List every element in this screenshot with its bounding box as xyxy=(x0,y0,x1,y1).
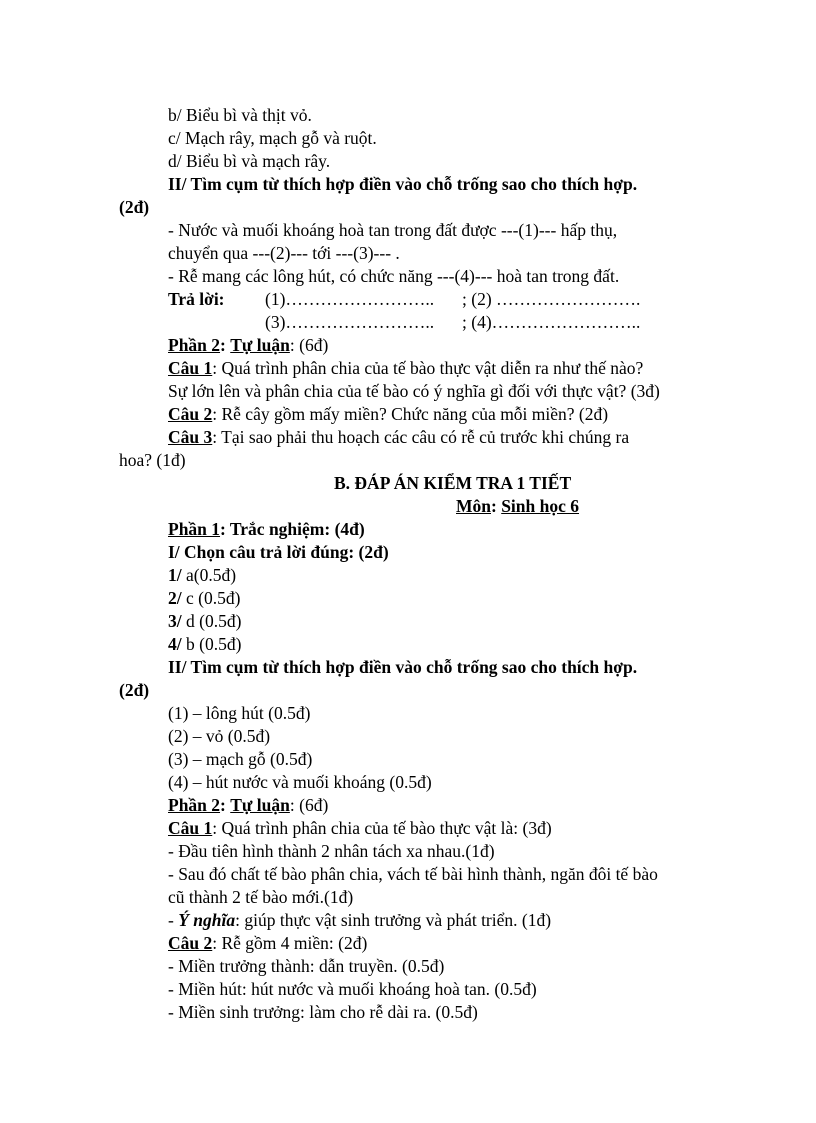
section2-heading: II/ Tìm cụm từ thích hợp điền vào chỗ trống sao cho thích hợp. xyxy=(168,174,638,194)
meaning-label: Ý nghĩa xyxy=(178,910,236,930)
answer-label: Trả lời: xyxy=(168,289,225,309)
answer-1: Câu 1: Quá trình phân chia của tế bào thực vật là: (3đ) xyxy=(168,818,552,838)
mc-answer: 2/ c (0.5đ) xyxy=(168,588,241,608)
answer-2-line: - Miền trưởng thành: dẫn truyền. (0.5đ) xyxy=(168,956,445,976)
mc-answer: 4/ b (0.5đ) xyxy=(168,634,242,654)
answer-key-title: B. ĐÁP ÁN KIỂM TRA 1 TIẾT xyxy=(334,473,572,493)
answer-1-line: cũ thành 2 tế bào mới.(1đ) xyxy=(168,887,354,907)
blank-4: ; (4)…………………….. xyxy=(462,312,641,332)
question-1: Câu 1: Quá trình phân chia của tế bào thực vật diễn ra như thế nào? xyxy=(168,358,644,378)
answer-2: Câu 2: Rễ gồm 4 miền: (2đ) xyxy=(168,933,368,953)
question-1-cont: Sự lớn lên và phân chia của tế bào có ý nghĩa gì đối với thực vật? (3đ) xyxy=(168,381,660,401)
fill-answer: (4) – hút nước và muối khoáng (0.5đ) xyxy=(168,772,432,792)
answer-sec2-heading: II/ Tìm cụm từ thích hợp điền vào chỗ trống sao cho thích hợp. xyxy=(168,657,638,677)
option-d: d/ Biểu bì và mạch rây. xyxy=(168,151,331,171)
question-2: Câu 2: Rễ cây gồm mấy miền? Chức năng của mỗi miền? (2đ) xyxy=(168,404,609,424)
blank-1: (1)…………………….. xyxy=(265,289,435,309)
part2-subtitle: Tự luận xyxy=(230,335,290,355)
a1-label: Câu 1 xyxy=(168,818,213,838)
subject-value: Sinh học 6 xyxy=(501,496,580,516)
q3-label: Câu 3 xyxy=(168,427,213,447)
fill-line-2: chuyển qua ---(2)--- tới ---(3)--- . xyxy=(168,243,400,263)
fill-answer: (1) – lông hút (0.5đ) xyxy=(168,703,311,723)
a2-label: Câu 2 xyxy=(168,933,213,953)
section2-points: (2đ) xyxy=(119,197,150,217)
answer-sec1-heading: I/ Chọn câu trả lời đúng: (2đ) xyxy=(168,542,389,562)
blank-3: (3)…………………….. xyxy=(265,312,435,332)
mc-answer: 1/ a(0.5đ) xyxy=(168,565,237,585)
answer-part2-heading: Phần 2: Tự luận: (6đ) xyxy=(168,795,329,815)
answer-sec2-points: (2đ) xyxy=(119,680,150,700)
part2-title: Phần 2 xyxy=(168,335,221,355)
answer-row-2 xyxy=(265,311,640,333)
fill-answer: (3) – mạch gỗ (0.5đ) xyxy=(168,749,313,769)
q1-label: Câu 1 xyxy=(168,358,213,378)
answer-2-line: - Miền sinh trưởng: làm cho rễ dài ra. (0.5đ) xyxy=(168,1002,478,1022)
subject-line: Môn: Sinh học 6 xyxy=(456,496,580,516)
blank-2: ; (2) ……………………. xyxy=(462,289,641,309)
option-c: c/ Mạch rây, mạch gỗ và ruột. xyxy=(168,128,377,148)
part2-heading: Phần 2: Tự luận: (6đ) xyxy=(168,335,329,355)
answer-1-meaning: - Ý nghĩa: giúp thực vật sinh trưởng và phát triển. (1đ) xyxy=(168,910,552,930)
q2-label: Câu 2 xyxy=(168,404,213,424)
answer-part1-heading: Phần 1: Trắc nghiệm: (4đ) xyxy=(168,519,365,539)
fill-answer: (2) – vỏ (0.5đ) xyxy=(168,726,271,746)
question-3-cont: hoa? (1đ) xyxy=(119,450,186,470)
answer-1-line: - Đầu tiên hình thành 2 nhân tách xa nhau.(1đ) xyxy=(168,841,495,861)
answer-2-line: - Miền hút: hút nước và muối khoáng hoà tan. (0.5đ) xyxy=(168,979,537,999)
option-b: b/ Biểu bì và thịt vỏ. xyxy=(168,105,312,125)
answer-row-1 xyxy=(168,288,640,310)
fill-line-1: - Nước và muối khoáng hoà tan trong đất được ---(1)--- hấp thụ, xyxy=(168,220,618,240)
question-3: Câu 3: Tại sao phải thu hoạch các câu có rễ củ trước khi chúng ra xyxy=(168,427,630,447)
fill-line-3: - Rễ mang các lông hút, có chức năng ---(4)--- hoà tan trong đất. xyxy=(168,266,620,286)
mc-answer: 3/ d (0.5đ) xyxy=(168,611,242,631)
answer-1-line: - Sau đó chất tế bào phân chia, vách tế bài hình thành, ngăn đôi tế bào xyxy=(168,864,658,884)
